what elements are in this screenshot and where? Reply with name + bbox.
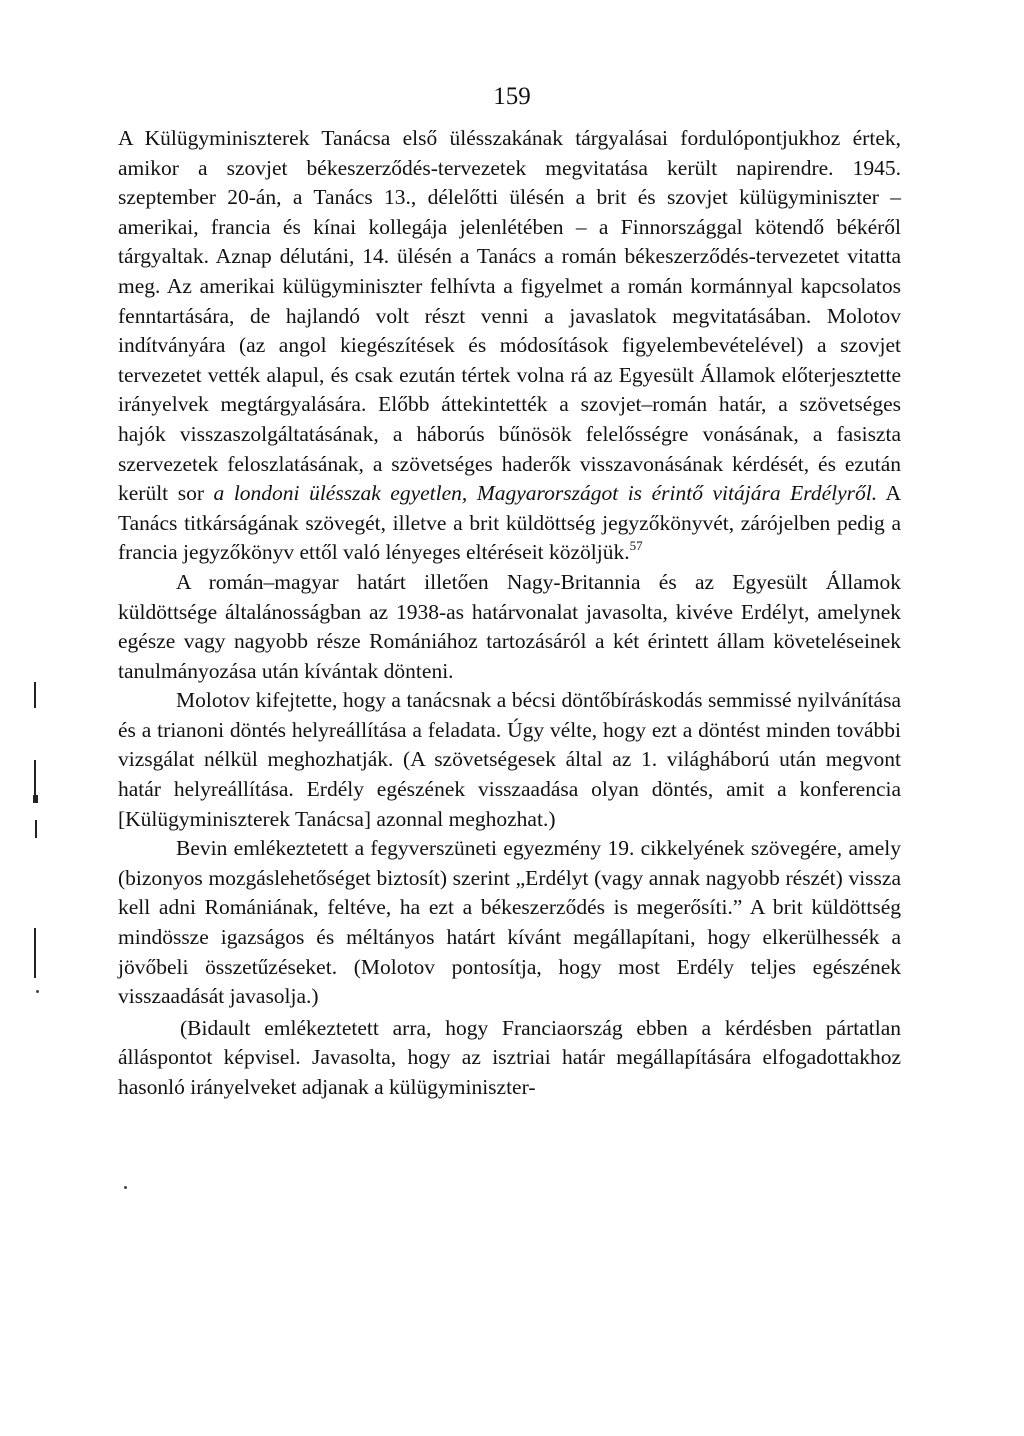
margin-scan-speck [124,1186,127,1189]
paragraph-4-text: Bevin emlékeztetett a fegyverszüneti egyezmény 19. cikkelyének szövegére, amely (bizonyos mozgáslehetőséget biztosít) szerint „Erdélyt (vagy annak nagyobb részét) vissza kell adni Romániának, feltéve, ha ezt a békeszerződés is megerősíti.” A brit küldöttség mindössze igazságos és méltányos határt kívánt megállapítani, hogy elkerülhessék a jövőbeli összetűzéseket. (Molotov pontosítja, hogy most Erdély teljes egészének visszaadását javasolja.) [118,836,901,1009]
margin-scan-mark [34,928,36,978]
page-number: 159 [493,83,531,110]
margin-scan-mark [34,760,36,796]
paragraph-4 [118,834,901,1012]
body-text [118,124,901,1103]
paragraph-3 [118,686,901,834]
paragraph-1 [118,124,901,568]
margin-scan-mark [33,795,38,803]
paragraph-1-italic-text: a londoni ülésszak egyetlen, Magyarországot is érintő vitájára Erdélyről. [213,481,878,506]
paragraph-5-text: (Bidault emlékeztetett arra, hogy Franciaország ebben a kérdésben pártatlan álláspontot képvisel. Javasolta, hogy az isztriai határ megállapítására elfogadottakhoz hasonló irányelveket adjanak a külügyminiszter- [118,1015,901,1099]
paragraph-1-text: A Külügyminiszterek Tanácsa első ülésszakának tárgyalásai fordulópontjukhoz értek, amikor a szovjet békeszerződés-tervezetek megvitatása került napirendre. 1945. szeptember 20-án, a Tanács 13., délelőtti ülésén a brit és szovjet külügyminiszter – amerikai, francia és kínai kollegája jelenlétében – a Finnországgal kötendő békéről tárgyaltak. Aznap délutáni, 14. ülésén a Tanács a román békeszerződés-tervezetet vitatta meg. Az amerikai külügyminiszter felhívta a figyelmet a román kormánnyal kapcsolatos fenntartására, de hajlandó volt részt venni a javaslatok megvitatásában. Molotov indítványára (az angol kiegészítések és módosítások figyelembevételével) a szovjet tervezetet vették alapul, és csak ezután tértek volna rá az Egyesült Államok előterjesztette irányelvek megtárgyalására. Előbb áttekintették a szovjet–román határ, a szövetséges hajók visszaszolgáltatásának, a háborús bűnösök felelősségre vonásának, a fasiszta szervezetek feloszlatásának, a szövetséges haderők visszavonásának kérdését, és ezután került sor [118,126,901,506]
footnote-reference: 57 [629,538,643,554]
margin-scan-mark [35,820,37,838]
paragraph-5 [118,1014,901,1103]
paragraph-2 [118,568,901,686]
paragraph-1-text-end: A Tanács titkárságának szövegét, illetve a brit küldöttség jegyzőkönyvét, zárójelben pedig a francia jegyzőkönyv ettől való lényeges eltéréseit közöljük. [118,481,901,565]
margin-scan-mark [34,682,36,708]
margin-scan-speck [36,990,39,993]
paragraph-2-text: A román–magyar határt illetően Nagy-Britannia és az Egyesült Államok küldöttsége általánosságban az 1938-as határvonalat javasolta, kivéve Erdélyt, amelynek egésze vagy nagyobb része Romániához tartozásáról a két érintett állam követeléseinek tanulmányozása után kívántak dönteni. [118,569,901,683]
paragraph-3-text: Molotov kifejtette, hogy a tanácsnak a bécsi döntőbíráskodás semmissé nyilvánítása és a trianoni döntés helyreállítása a feladata. Úgy vélte, hogy ezt a döntést minden további vizsgálat nélkül meghozhatják. (A szövetségesek által az 1. világháború után megvont határ helyreállítása. Erdély egészének visszaadása olyan döntés, amit a konferencia [Külügyminiszterek Tanácsa] azonnal meghozhat.) [118,688,901,831]
